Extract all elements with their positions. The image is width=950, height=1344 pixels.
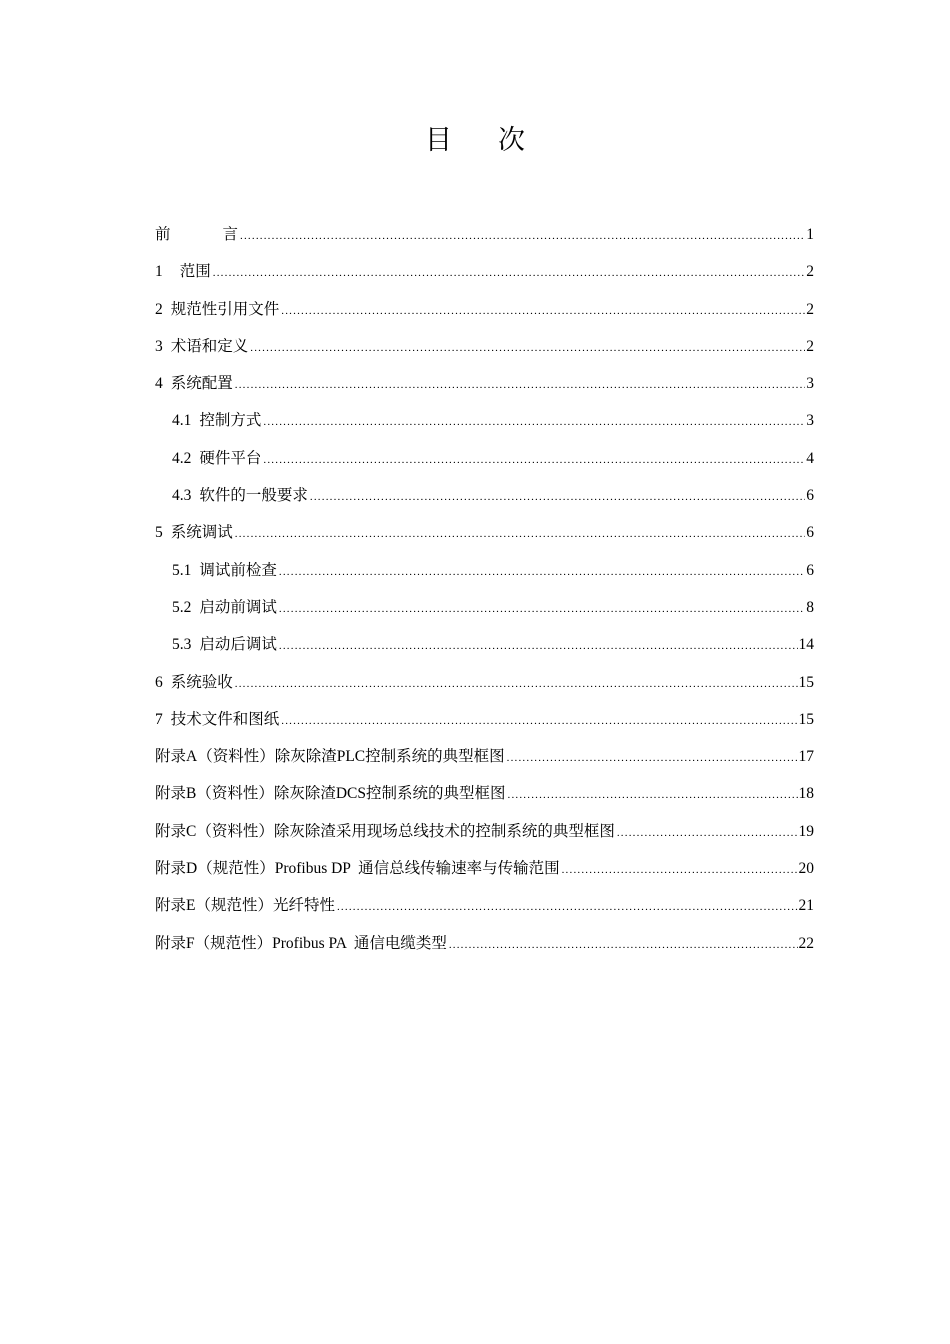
toc-leader-dots [449,932,798,958]
toc-entry-number: 5 [155,524,163,542]
toc-entry-number: 4.2 [172,449,192,467]
toc-entry-number: 3 [155,337,163,355]
toc-entry-software-requirements[interactable] [155,483,814,520]
toc-entry-text: 技术文件和图纸 [170,710,280,728]
toc-entry-number: 1 [155,263,163,281]
toc-page-number: 6 [806,561,814,579]
toc-entry-label: 附录E（规范性）光纤特性 [155,897,335,915]
toc-entry-label: 附录A（资料性）除灰除渣PLC控制系统的典型框图 [155,748,505,766]
toc-page-number: 2 [806,337,814,355]
toc-leader-dots [279,596,805,622]
toc-page-number: 21 [798,897,814,915]
toc-entry-technical-documents[interactable] [155,707,814,744]
toc-entry-label [155,670,233,696]
toc-page-number: 6 [806,487,814,505]
toc-page-number: 2 [806,263,814,281]
toc-entry-label [155,520,233,546]
toc-entry-label [172,408,261,434]
toc-page-number: 2 [806,300,814,318]
toc-entry-label: 附录B（资料性）除灰除渣DCS控制系统的典型框图 [155,785,506,803]
toc-leader-dots [281,298,805,324]
toc-entry-system-acceptance[interactable] [155,670,814,707]
toc-leader-dots [250,335,805,361]
toc-leader-dots [508,782,798,808]
toc-entry-label: 附录D（规范性）Profibus DP 通信总线传输速率与传输范围 [155,860,560,878]
toc-entry-number: 7 [155,710,163,728]
toc-leader-dots [310,484,805,510]
toc-leader-dots [235,521,805,547]
toc-leader-dots [617,820,798,846]
toc-entry-scope[interactable] [155,259,814,296]
toc-entry-number: 4 [155,375,163,393]
toc-page-number: 4 [806,449,814,467]
toc-page-number: 1 [806,226,814,243]
toc-entry-text: 系统调试 [170,524,233,542]
toc-entry-text: 系统验收 [170,673,233,691]
toc-entry-appendix-c[interactable] [155,819,814,856]
toc-entry-appendix-e[interactable] [155,893,814,930]
toc-entry-number: 4.1 [172,412,192,430]
toc-entry-text: 系统配置 [170,375,233,393]
toc-entry-text: 启动前调试 [199,598,277,616]
toc-entry-number: 4.3 [172,487,192,505]
toc-entry-appendix-d[interactable] [155,856,814,893]
toc-entry-hardware-platform[interactable] [155,446,814,483]
toc-entry-post-startup-debug[interactable] [155,632,814,669]
toc-entry-control-mode[interactable] [155,408,814,445]
toc-entry-number: 6 [155,673,163,691]
toc-entry-text: 术语和定义 [170,337,249,355]
toc-entry-label [155,707,279,733]
toc-entry-text: 硬件平台 [199,449,262,467]
toc-entry-text: 启动后调试 [199,636,277,654]
toc-page-number: 18 [798,785,814,803]
toc-entry-number: 5.3 [172,636,192,654]
toc-entry-pre-debug-check[interactable] [155,558,814,595]
toc-entry-text: 范围 [179,263,211,281]
title-char-2: 次 [498,125,525,155]
toc-entry-number: 5.2 [172,598,192,616]
toc-entry-label [155,222,238,248]
toc-page-number: 15 [798,710,814,728]
toc-leader-dots [235,372,805,398]
toc-page-number: 3 [806,375,814,393]
table-of-contents [155,222,814,968]
toc-entry-text: 规范性引用文件 [170,300,280,318]
toc-leader-dots [281,708,797,734]
toc-page-number: 8 [806,598,814,616]
toc-entry-label [172,595,277,621]
toc-entry-label [155,297,279,323]
toc-page-number: 19 [798,822,814,840]
toc-entry-text: 控制方式 [199,412,262,430]
toc-page-number: 17 [798,748,814,766]
toc-page-number: 15 [798,673,814,691]
toc-leader-dots [240,223,805,249]
toc-entry-label [155,334,248,360]
toc-entry-appendix-b[interactable] [155,781,814,818]
toc-leader-dots [235,671,798,697]
toc-entry-label: 附录C（资料性）除灰除渣采用现场总线技术的控制系统的典型框图 [155,822,615,840]
toc-entry-system-debugging[interactable] [155,520,814,557]
toc-entry-system-configuration[interactable] [155,371,814,408]
toc-entry-appendix-f[interactable] [155,931,814,968]
page-title [0,120,950,160]
toc-entry-appendix-a[interactable] [155,744,814,781]
toc-entry-label: 附录F（规范性）Profibus PA 通信电缆类型 [155,934,447,952]
toc-entry-text: 调试前检查 [199,561,277,579]
toc-entry-text: 软件的一般要求 [199,487,308,505]
toc-page-number: 20 [798,860,814,878]
toc-leader-dots [337,894,798,920]
toc-leader-dots [507,745,798,771]
toc-leader-dots [263,409,805,435]
toc-entry-foreword[interactable] [155,222,814,259]
toc-entry-pre-startup-debug[interactable] [155,595,814,632]
toc-entry-label [155,371,233,397]
toc-entry-number: 2 [155,300,163,318]
toc-leader-dots [263,447,805,473]
toc-leader-dots [279,633,798,659]
toc-label-part-1: 前 [155,226,171,243]
toc-leader-dots [562,857,798,883]
toc-leader-dots [213,260,805,286]
toc-page-number: 14 [798,636,814,654]
toc-page-number: 3 [806,412,814,430]
toc-entry-label [172,558,277,584]
toc-leader-dots [279,559,805,585]
toc-entry-label [172,483,308,509]
toc-page-number: 22 [798,934,814,952]
toc-entry-number: 5.1 [172,561,192,579]
toc-entry-label [155,259,211,285]
toc-entry-label [172,446,261,472]
toc-entry-normative-references[interactable] [155,297,814,334]
title-char-1: 目 [425,125,452,155]
toc-label-part-2: 言 [222,226,239,243]
toc-entry-terms-definitions[interactable] [155,334,814,371]
toc-page-number: 6 [806,524,814,542]
toc-entry-label [172,632,277,658]
